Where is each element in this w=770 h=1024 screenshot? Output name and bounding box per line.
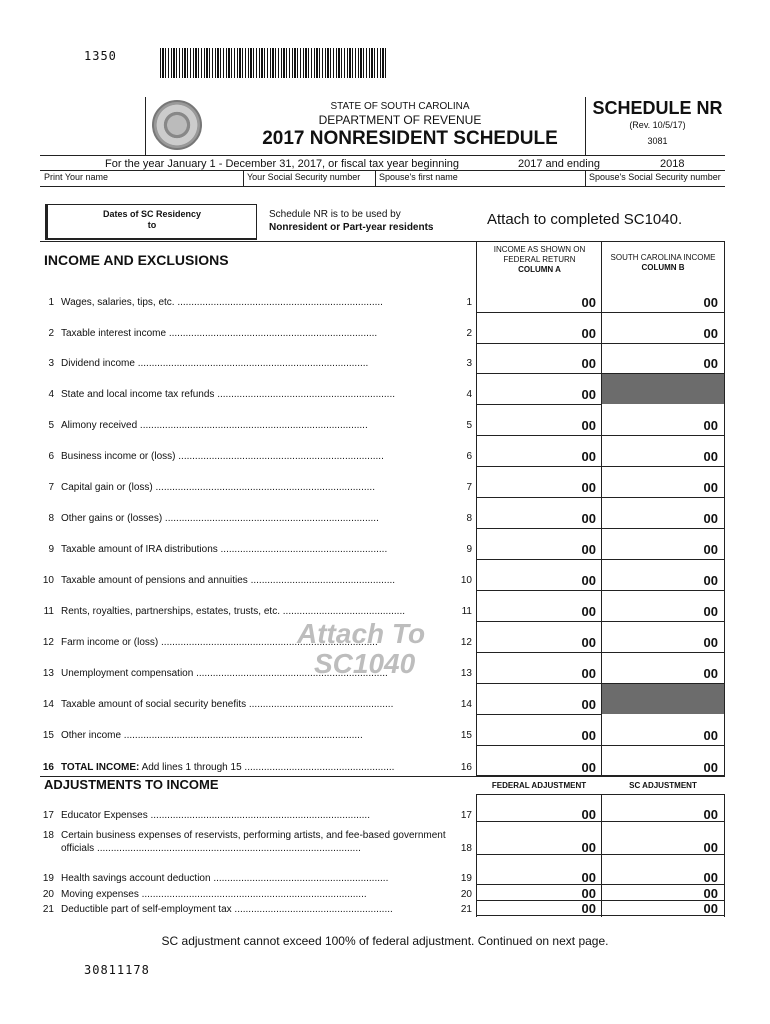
line-label: Rents, royalties, partnerships, estates, trusts, etc. ............................................ [61,606,406,617]
line-number: 6 [48,451,54,462]
column-b-cents: 00 [703,511,718,526]
schedule-use-note: Schedule NR is to be used by [269,209,401,220]
line-4-column-b-shaded [602,374,724,404]
line-number: 9 [48,544,54,555]
line-number: 15 [42,730,54,741]
print-name-label: Print Your name [44,172,109,182]
adjust-section-title: ADJUSTMENTS TO INCOME [44,777,219,792]
adjust-line-ref: 19 [460,873,472,884]
year-line-rule [40,170,725,171]
column-a-cents: 00 [581,666,596,681]
line-16-label-text: Add lines 1 through 15 ...................................................... [139,762,395,773]
adjust-line-ref: 20 [460,889,472,900]
federal-adjustment-header: FEDERAL ADJUSTMENT [491,781,587,790]
line-ref: 12 [460,637,472,648]
line-label: Taxable amount of social security benefits .................................................... [61,699,394,710]
column-a-cents: 00 [581,573,596,588]
adjust-line-number: 17 [42,810,54,821]
line-label: Alimony received .................................................................................. [61,420,368,431]
column-b-cents: 00 [703,604,718,619]
line-ref: 8 [466,513,472,524]
sc-adjustment-cents: 00 [703,870,718,885]
name-divider-1 [243,170,244,186]
header-bottom-rule [40,155,725,156]
section-top-rule [40,241,725,242]
column-b-cents: 00 [703,635,718,650]
column-a-cents: 00 [581,295,596,310]
spouse-ssn-label: Spouse's Social Security number [589,172,721,182]
column-b-line2: COLUMN B [641,263,685,272]
line-label: Other gains or (losses) ............................................................................. [61,513,379,524]
department-name: DEPARTMENT OF REVENUE [318,113,482,127]
column-a-cents: 00 [581,418,596,433]
line-ref: 11 [461,606,472,617]
column-b-cents: 00 [703,728,718,743]
line-label: Capital gain or (loss) ............................................................................... [61,482,375,493]
federal-adjustment-cents: 00 [581,840,596,855]
line-label: Taxable interest income ........................................................................... [61,328,378,339]
column-b-cents: 00 [703,356,718,371]
attach-stamp-line1: Attach To [297,618,426,649]
line-ref: 4 [466,389,472,400]
column-b-cents: 00 [703,326,718,341]
attach-stamp-line2: SC1040 [314,648,416,679]
line-label: Other income ...................................................................................... [61,730,363,741]
line-ref: 6 [466,451,472,462]
column-a-line3: COLUMN A [518,265,561,274]
name-row-rule [40,186,725,187]
column-b-cents: 00 [703,480,718,495]
sc-adjustment-header: SC ADJUSTMENT [629,781,697,790]
column-a-cents: 00 [581,449,596,464]
ssn-label: Your Social Security number [247,172,361,182]
column-a-cents: 00 [581,542,596,557]
line-ref: 7 [466,482,472,493]
column-a-cents: 00 [581,511,596,526]
federal-adjustment-cents: 00 [581,901,596,916]
column-b-right-border [724,241,725,777]
line-16-number: 16 [42,762,54,773]
sc-adjustment-cents: 00 [703,886,718,901]
residency-to: to [147,220,157,230]
line-number: 1 [48,297,54,308]
column-b-header [603,253,723,273]
footer-note: SC adjustment cannot exceed 100% of federal adjustment. Continued on next page. [161,934,609,948]
line-number: 11 [43,606,54,617]
adjust-line-label: Deductible part of self-employment tax ......................................................... [61,904,393,915]
line-label: Taxable amount of IRA distributions ............................................................ [61,544,388,555]
line-ref: 5 [466,420,472,431]
form-title: 2017 NONRESIDENT SCHEDULE [262,128,558,149]
adjust-line-number: 20 [42,889,54,900]
adjust-line-label: Certain business expenses of reservists, performing artists, and fee-based government [61,830,446,841]
revision-date: (Rev. 10/5/17) [629,120,686,130]
line-number: 4 [48,389,54,400]
column-a-cents: 00 [581,728,596,743]
barcode [160,48,386,78]
name-divider-2 [375,170,376,186]
line-ref: 15 [460,730,472,741]
line-number: 8 [48,513,54,524]
adjust-line-label-2: officials ............................................................................................... [61,843,361,854]
line-ref: 1 [466,297,472,308]
federal-adjustment-cents: 00 [581,870,596,885]
column-b-line1: SOUTH CAROLINA INCOME [610,253,716,262]
header-left-border [145,97,146,155]
column-b-cents: 00 [703,295,718,310]
line-ref: 9 [466,544,472,555]
adjust-line-ref: 18 [460,843,472,854]
line-ref: 10 [460,575,472,586]
line-label: Wages, salaries, tips, etc. .......................................................................... [61,297,383,308]
column-a-header [477,245,602,275]
column-b-cents: 00 [703,418,718,433]
line-number: 2 [48,328,54,339]
adjust-line-label: Educator Expenses ............................................................................... [61,810,370,821]
line-number: 3 [48,358,54,369]
sc-adjustment-cents: 00 [703,807,718,822]
state-name: STATE OF SOUTH CAROLINA [330,101,470,112]
column-b-cents: 00 [703,573,718,588]
form-code: 3081 [647,136,668,146]
line-ref: 14 [460,699,472,710]
column-a-cents: 00 [581,326,596,341]
ocr-code-bottom: 30811178 [84,963,150,977]
line-16-label [61,762,461,773]
adjust-line-number: 21 [42,904,54,915]
sc-adjustment-cents: 00 [703,901,718,916]
line-number: 10 [42,575,54,586]
line-number: 7 [48,482,54,493]
column-a-line2: FEDERAL RETURN [503,255,576,264]
income-section-title: INCOME AND EXCLUSIONS [44,252,229,268]
line-number: 13 [42,668,54,679]
adjust-line-ref: 17 [460,810,472,821]
line-number: 5 [48,420,54,431]
tax-year-ending: 2017 and ending [518,158,600,170]
federal-adjustment-cents: 00 [581,886,596,901]
state-seal-icon [152,100,202,150]
adjust-line-number: 18 [42,830,54,841]
column-a-cents: 00 [581,604,596,619]
ocr-code-top: 1350 [84,49,117,63]
column-a-cents: 00 [581,480,596,495]
tax-year-2018: 2018 [660,158,685,170]
line-14-column-b-shaded [602,684,724,714]
line-16-bold-label: TOTAL INCOME: [61,762,140,773]
column-a-cents: 00 [581,356,596,371]
adjust-header-rule [476,794,725,795]
schedule-use-note-bold: Nonresident or Part-year residents [269,222,434,233]
header-right-border [585,97,586,155]
line-ref: 13 [460,668,472,679]
line-16-column-b-cents: 00 [703,760,718,775]
spouse-first-name-label: Spouse's first name [379,172,458,182]
name-divider-3 [585,170,586,186]
line-label: State and local income tax refunds ................................................................ [61,389,396,400]
column-a-cents: 00 [581,387,596,402]
line-label: Taxable amount of pensions and annuities .................................................... [61,575,396,586]
adjust-line-ref: 21 [460,904,472,915]
tax-year-text: For the year January 1 - December 31, 2017, or fiscal tax year beginning [105,158,460,170]
adj-column-b-right-border [724,795,725,917]
column-b-cents: 00 [703,542,718,557]
residency-dates-title: Dates of SC Residency [102,209,202,219]
column-a-cents: 00 [581,635,596,650]
line-label: Farm income or (loss) .............................................................................. [61,637,378,648]
line-16-ref: 16 [460,762,472,773]
column-b-cents: 00 [703,449,718,464]
adjust-line-label: Moving expenses ................................................................................. [61,889,367,900]
line-16-column-a-cents: 00 [581,760,596,775]
federal-adjustment-cents: 00 [581,807,596,822]
line-label: Unemployment compensation ..................................................................... [61,668,388,679]
line-number: 12 [42,637,54,648]
line-ref: 3 [466,358,472,369]
adjust-line-number: 19 [42,873,54,884]
attach-instruction: Attach to completed SC1040. [487,211,683,228]
column-b-cents: 00 [703,666,718,681]
adjust-line-label: Health savings account deduction ............................................................... [61,873,389,884]
schedule-label: SCHEDULE NR [592,98,723,118]
column-a-cents: 00 [581,697,596,712]
line-number: 14 [42,699,54,710]
sc-adjustment-cents: 00 [703,840,718,855]
column-a-line1: INCOME AS SHOWN ON [493,245,586,254]
line-label: Dividend income ................................................................................... [61,358,369,369]
line-label: Business income or (loss) .......................................................................... [61,451,384,462]
line-ref: 2 [466,328,472,339]
